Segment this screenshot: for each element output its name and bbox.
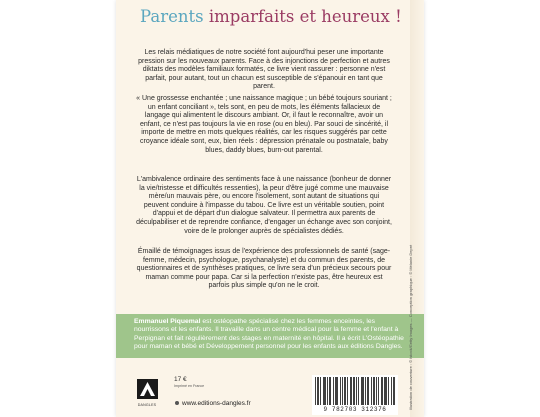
dangles-logo-icon	[137, 379, 158, 405]
printed-in: Imprimé en France	[174, 384, 205, 388]
author-bio-text: est ostéopathe spécialisé chez les femmes enceintes, les nourrissons et les enfants. Il travaille dans un centre médical pour la femme et l'enfant à Perpignan et fait régulièrement des stages en maternité en hôpital. Il a écrit L'Ostéopathie pour maman et bébé et Développement personnel pour les enfants aux éditions Dangles.	[134, 318, 404, 350]
paragraph-testimonials: Émaillé de témoignages issus de l'expérience des professionnels de santé (sage-femme, médecin, psychologue, psychanalyste) et du commun des parents, de questionnaires et de synthèses pratiques, ce livre sera d'un précieux secours pour maman comme pour papa. Car si la perfection n'existe pas, être heureux est parfois plus simple qu'on ne le croit.	[136, 248, 392, 290]
barcode-bars	[315, 377, 395, 405]
paragraph-ambivalence: L'ambivalence ordinaire des sentiments face à une naissance (bonheur de donner la vie/tristesse et difficultés ressenties), la peur d'être jugé comme une mauvaise mère/un mauvais père, ou encore l'isolement, sont autant de situations qui peuvent conduire à l'impasse du tabou. Ce livre est un véritable soutien, point d'appui et de départ d'un dialogue salvateur. Il permettra aux parents de déculpabiliser et de reprendre confiance, d'engager un échange avec son conjoint, voire de le prolonger auprès de spécialistes dédiés.	[136, 176, 392, 235]
author-bio	[134, 318, 406, 351]
bullet-icon	[175, 401, 179, 405]
website-url: www.editions-dangles.fr	[182, 400, 251, 407]
paragraph-intro: Les relais médiatiques de notre société font aujourd'hui peser une importante pression sur les nouveaux parents. Face à des injonctions de perfection et autres diktats des modèles familiaux formatés, ce livre vient rassurer : personne n'est parfait, pour autant, tout un chacun est susceptible de s'épanouir en tant que parent.	[138, 49, 390, 91]
price: 17 €	[174, 376, 187, 383]
title-part-parents: Parents	[140, 7, 204, 26]
paragraph-quote: « Une grossesse enchantée ; une naissance magique ; un bébé toujours souriant ; un enfant conciliant », tels sont, en peu de mots, les éléments fallacieux de langage qui alimentent le discours ambiant. Or, il faut le reconnaître, avoir un enfant, ce n'est pas toujours la vie en rose (ou en bleu). Par souci de sincérité, il importe de mettre en mots quelques réalités, car les risques suggérés par cette croyance idéale sont, eux, bien réels : dépression prénatale ou postnatale, baby blues, daddy blues, burn-out parental.	[136, 95, 392, 154]
website	[175, 400, 251, 407]
title-part-imparfaits: imparfaits et heureux !	[208, 7, 402, 26]
book-title	[140, 6, 420, 28]
logo-label: DANGLES	[137, 403, 157, 407]
barcode	[312, 375, 398, 415]
barcode-number: 9 782703 312376	[323, 406, 387, 413]
author-name: Emmanuel Piquemal	[134, 318, 201, 325]
